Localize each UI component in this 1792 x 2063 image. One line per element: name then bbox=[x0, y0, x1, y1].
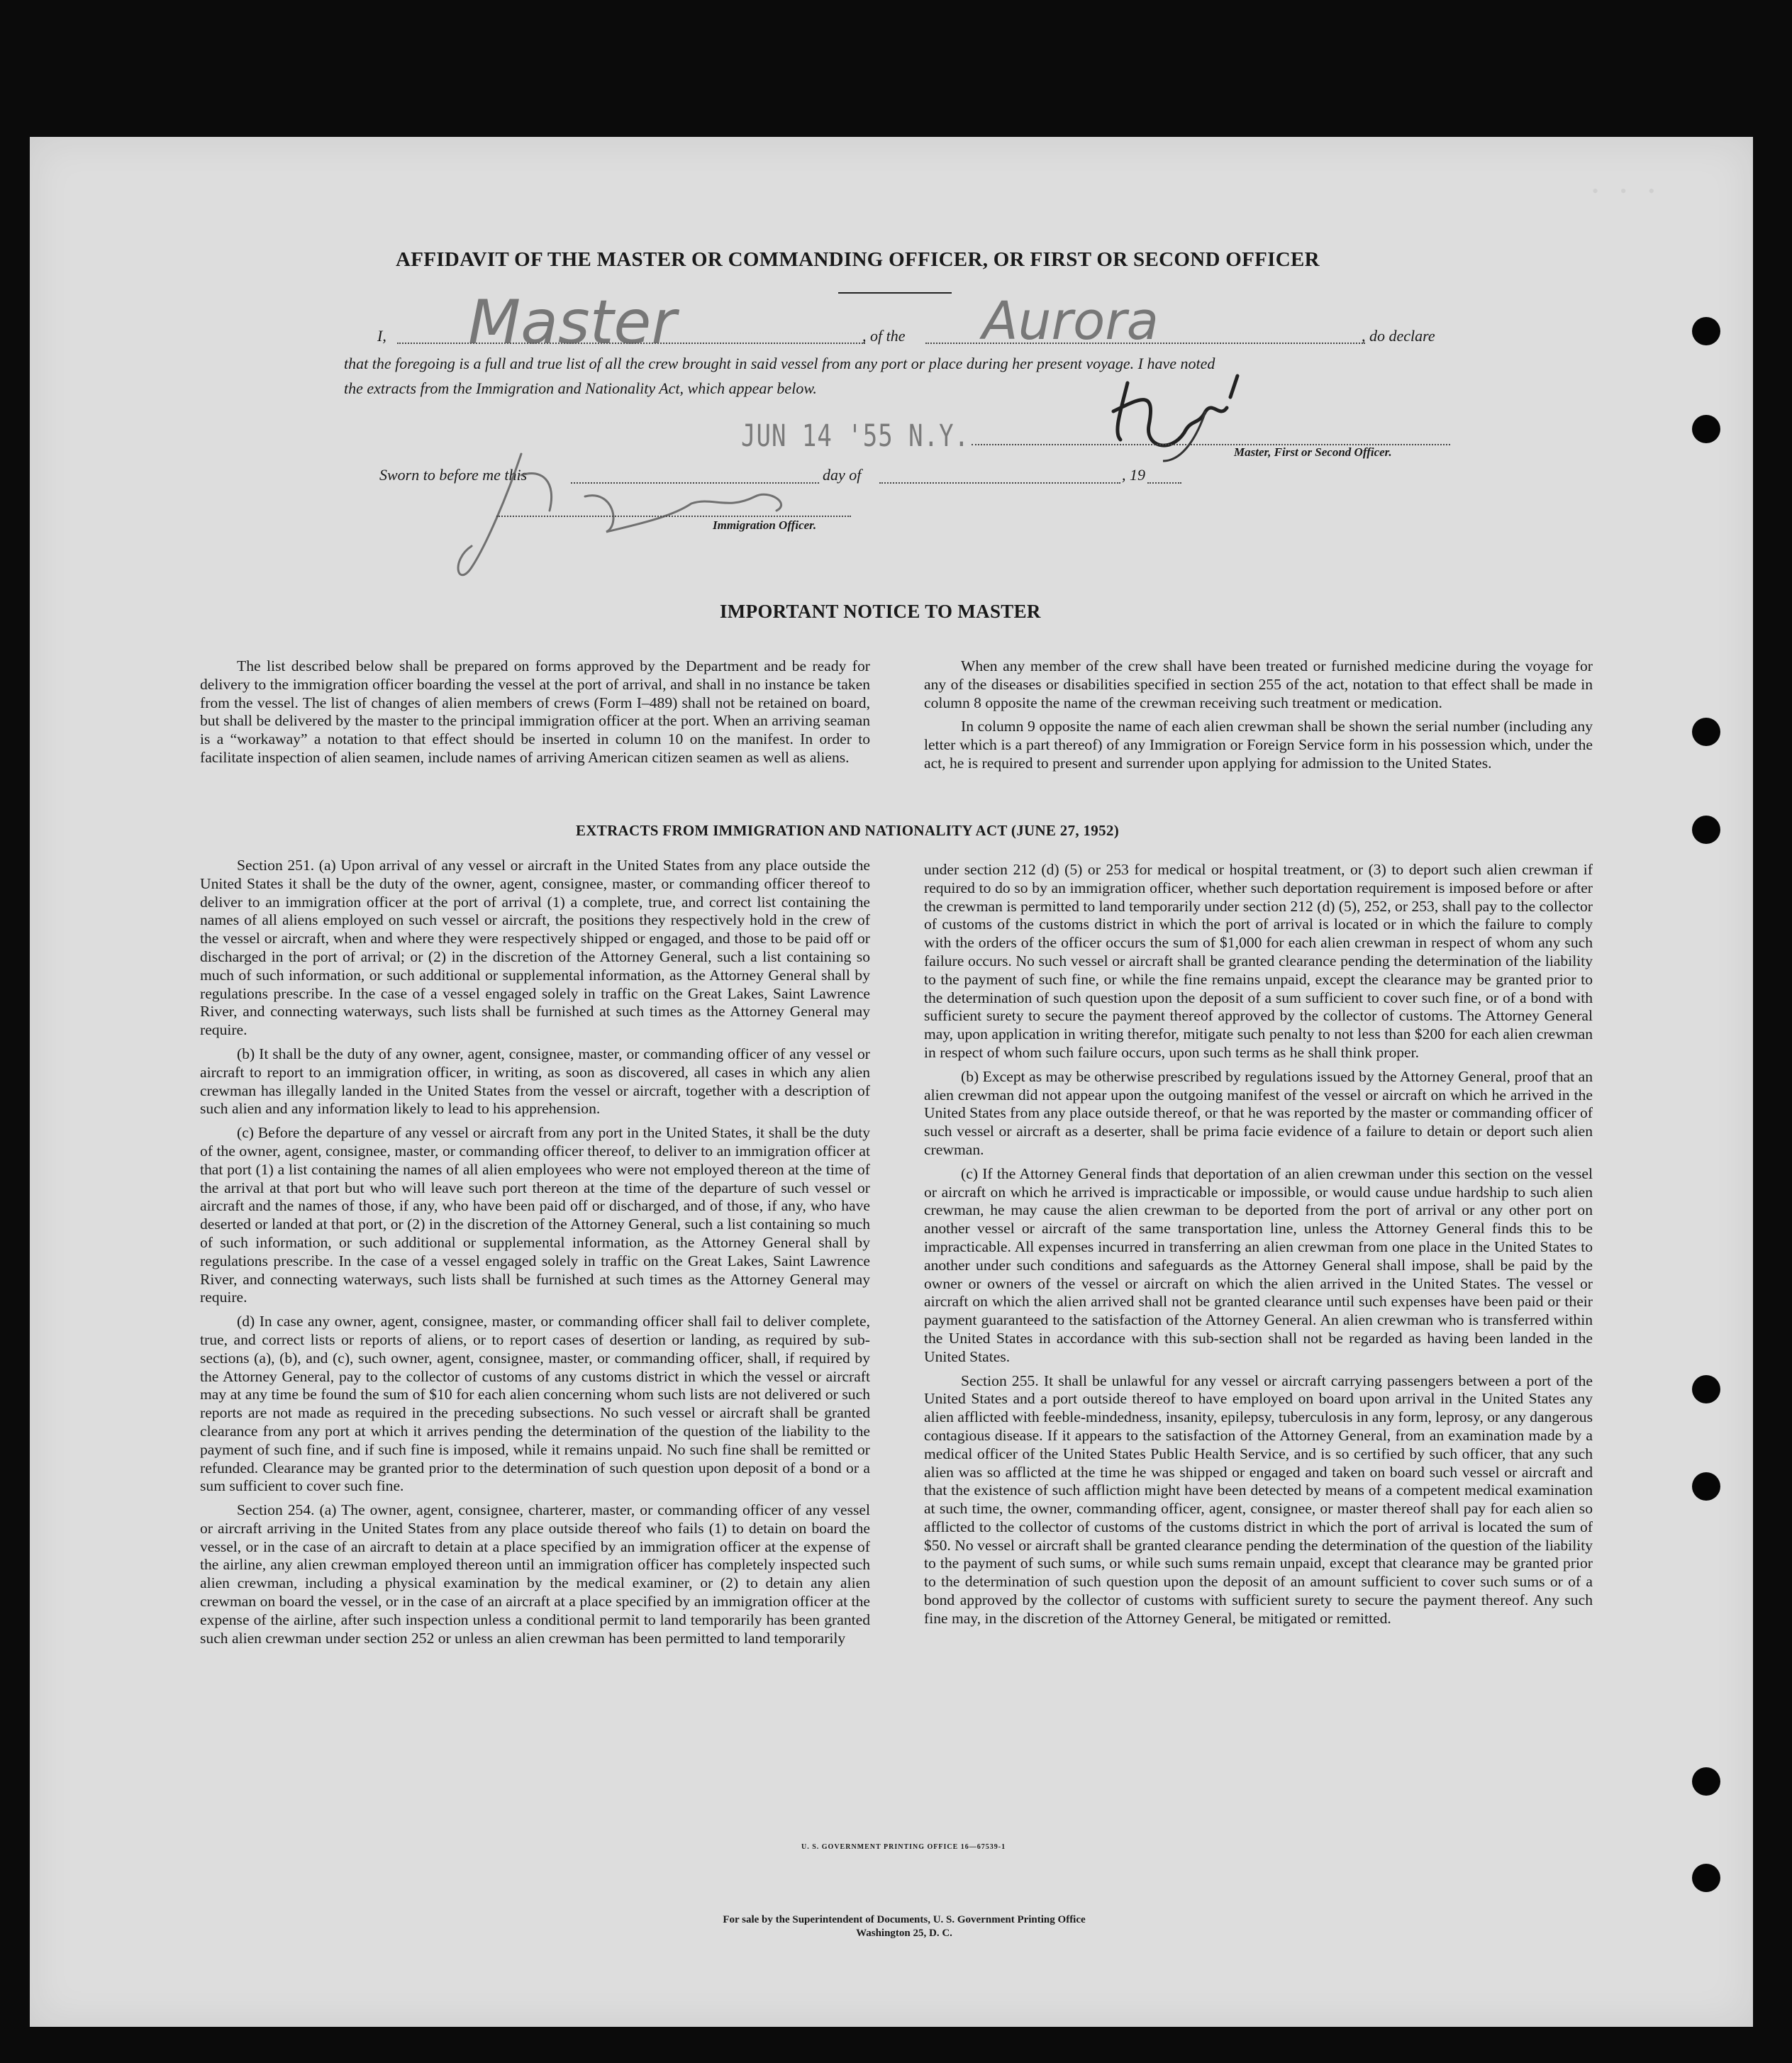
sworn-day-of: day of bbox=[823, 466, 862, 484]
section-254-a: Section 254. (a) The owner, agent, consignee, charterer, master, or commanding officer of any vessel or aircraft arriving in the United States from any place outside thereof who fails (1) to detain on board the vessel, or in the case of an aircraft to detain at a place specified by an immigration officer at the expense of the airline, any alien crewman employed thereon until an immigration officer has completely inspected such alien crewman, including a physical examination by the medical examiner, or (2) to detain any alien crewman on board the vessel, or in the case of an aircraft at a place specified by an immigration officer at the expense of the airline, after such inspection unless a conditional permit to land temporarily has been granted such alien crewman under section 252 or unless an alien crewman has been permitted to land temporarily bbox=[200, 1501, 870, 1647]
section-254-b: (b) Except as may be otherwise prescribed by regulations issued by the Attorney General, proof that an alien crewman did not appear upon the outgoing manifest of the vessel or aircraft on which he arrived in the United States from any place outside thereof, or that he was reported by the master or commanding officer of such vessel or aircraft as a deserter, shall be prima facie evidence of a failure to detain or deport such alien crewman. bbox=[924, 1067, 1593, 1158]
section-251-b: (b) It shall be the duty of any owner, agent, consignee, master, or commanding officer of any vessel or aircraft to report to an immigration officer, in writing, as soon as discovered, all cases in which any alien crewman has illegally landed in the United States from the vessel or aircraft, together with a description of such alien and any information likely to lead to his apprehension. bbox=[200, 1045, 870, 1118]
punch-hole-8 bbox=[1692, 1864, 1720, 1892]
punch-hole-6 bbox=[1692, 1472, 1720, 1501]
section-254-a-continued: under section 212 (d) (5) or 253 for medical or hospital treatment, or (3) to deport such alien crewman if required to do so by an immigration officer, whether such deportation requirement is imposed before or after the crewman is permitted to land temporarily under section 212 (d) (5), 252, or 253, shall pay to the collector of customs of the customs district in which the port of arrival is located or in which the failure to comply with the orders of the officer occurs the sum of $1,000 for each alien crewman in respect of whom any such failure occurs. No such vessel or aircraft shall be granted clearance pending the determination of the liability to the payment of such fine, or while the fine remains unpaid, except the clearance may be granted prior to the determination of such question upon the deposit of a sum sufficient to cover such fine, or of a bond with sufficient surety to secure the payment thereof approved by the collector of customs. The Attorney General may, upon application in writing therefor, mitigate such penalty to not less than $200 for each alien crewman in respect of whom such failure occurs, upon such terms as he shall think proper. bbox=[924, 861, 1593, 1061]
punch-hole-1 bbox=[1692, 317, 1720, 345]
affidavit-statement-2: the extracts from the Immigration and Nationality Act, which appear below. bbox=[344, 379, 817, 397]
sale-line-1: For sale by the Superintendent of Documents, U. S. Government Printing Office bbox=[723, 1914, 1086, 1925]
notice-left-column bbox=[200, 657, 870, 773]
immigration-officer-line bbox=[496, 516, 851, 517]
notice-right-paragraph-2: In column 9 opposite the name of each alien crewman shall be shown the serial number (including any letter which is a part thereof) of any Immigration or Foreign Service form in his possession which, under the act, he is required to present and surrender upon applying for admission to the United States. bbox=[924, 718, 1593, 772]
sworn-month-line bbox=[879, 482, 1120, 484]
master-caption: Master, First or Second Officer. bbox=[1234, 445, 1392, 459]
handwritten-name: Master bbox=[468, 287, 677, 358]
punch-hole-3 bbox=[1692, 718, 1720, 746]
notice-right-paragraph-1: When any member of the crew shall have been treated or furnished medicine during the voyage for any of the diseases or disabilities specified in section 255 of the act, notation to that effect shall be made in column 8 opposite the name of the crewman receiving such treatment or medication. bbox=[924, 657, 1593, 711]
punch-hole-2 bbox=[1692, 415, 1720, 443]
of-the-label: , of the bbox=[862, 327, 906, 345]
immigration-caption: Immigration Officer. bbox=[713, 518, 817, 532]
punch-hole-5 bbox=[1692, 1375, 1720, 1403]
date-stamp: JUN 14 '55 N.Y. bbox=[741, 418, 970, 454]
extracts-right-column bbox=[924, 861, 1593, 1634]
extracts-left-column bbox=[200, 857, 870, 1653]
sworn-label: Sworn to before me this bbox=[379, 466, 528, 484]
punch-hole-4 bbox=[1692, 816, 1720, 844]
section-251-c: (c) Before the departure of any vessel or aircraft from any port in the United States, it shall be the duty of the owner, agent, consignee, master, or commanding officer thereof, to deliver to an immigration officer at that port (1) a list containing the names of all alien employees who were not employed thereon at the time of the arrival at that port but who will leave such port thereon at the time of the departure of such vessel or aircraft and the names of those, if any, who have been paid off or discharged, and of those, if any, who have deserted or landed at that port, or (2) in the discretion of the Attorney General, such a list containing so much of such information, or such additional or supplemental information, as the Attorney General shall by regulations prescribe. In the case of a vessel engaged solely in traffic on the Great Lakes, Saint Lawrence River, and connecting waterways, such lists shall be furnished at such times as the Attorney General may require. bbox=[200, 1124, 870, 1306]
section-251-d: (d) In case any owner, agent, consignee, master, or commanding officer shall fail to deliver complete, true, and correct lists or reports of aliens, or to report cases of desertion or landing, as required by sub-sections (a), (b), and (c), such owner, agent, consignee, master, or commanding officer, shall, if required by the Attorney General, pay to the collector of customs of any customs district in which the vessel or aircraft may at any time be found the sum of $10 for each alien concerning whom such lists are not delivered or such reports are not made as required in the preceding subsections. No such vessel or aircraft shall be granted clearance from any port at which it arrives pending the determination of the question of the liability to the payment of such fine, and if such fine is imposed, while it remains unpaid. No such fine shall be remitted or refunded. Clearance may be granted prior to the determination of such question upon deposit of a bond or a sum sufficient to cover such fine. bbox=[200, 1313, 870, 1495]
gpo-imprint: U. S. GOVERNMENT PRINTING OFFICE 16—67539-1 bbox=[801, 1843, 1006, 1851]
sworn-year: , 19 bbox=[1122, 466, 1145, 484]
section-251-a: Section 251. (a) Upon arrival of any vessel or aircraft in the United States from any place outside the United States it shall be the duty of the owner, agent, consignee, master, or commanding officer thereof to deliver to an immigration officer at the port of arrival (1) a complete, true, and correct list containing the names of all aliens employed on such vessel or aircraft, the positions they respectively hold in the crew of the vessel or aircraft, when and where they were respectively shipped or engaged, and those to be paid off or discharged in the port of arrival; or (2) in the discretion of the Attorney General, such a list containing so much of such information, or such additional or supplemental information, as the Attorney General shall by regulations prescribe. In the case of a vessel engaged solely in traffic on the Great Lakes, Saint Lawrence River, and connecting waterways, such lists shall be furnished at such times as the Attorney General may require. bbox=[200, 857, 870, 1039]
do-declare-label: , do declare bbox=[1362, 327, 1435, 345]
section-255: Section 255. It shall be unlawful for any vessel or aircraft carrying passengers between a port of the United States and a port outside thereof to have employed on board upon arrival in the United States any alien afflicted with feeble-mindedness, insanity, epilepsy, tuberculosis in any form, leprosy, or any dangerous contagious disease. If it appears to the satisfaction of the Attorney General, from an examination made by a medical officer of the United States Public Health Service, and is so certified by such officer, that any such alien was so afflicted at the time he was shipped or engaged and taken on board such vessel or aircraft and that the existence of such affliction might have been detected by means of a competent medical examination at such time, the owner, commanding officer, agent, consignee, or master thereof shall pay for each alien so afflicted to the collector of customs of the customs district in which the port of arrival is located the sum of $50. No vessel or aircraft shall be granted clearance pending the determination of the question of the liability to the payment of such sums, or while such sums remain unpaid, except that clearance may be granted prior to the determination of such question upon the deposit of an amount sufficient to cover such sums or of a bond approved by the collector of customs with sufficient surety to secure the payment thereof. Any such fine may, in the discretion of the Attorney General, be mitigated or remitted. bbox=[924, 1372, 1593, 1627]
sworn-year-line bbox=[1147, 482, 1181, 484]
notice-left-paragraph: The list described below shall be prepared on forms approved by the Department and be ready for delivery to the immigration officer boarding the vessel at the port of arrival, and shall in no instance be taken from the vessel. The list of changes of alien members of crews (Form I–489) shall not be retained on board, but shall be delivered by the master to the principal immigration officer at the port. When an arriving seaman is a “workaway” a notation to that effect should be inserted in column 10 on the manifest. In order to facilitate inspection of alien seamen, include names of arriving American citizen seamen as well as aliens. bbox=[200, 657, 870, 766]
punch-hole-7 bbox=[1692, 1767, 1720, 1796]
section-254-c: (c) If the Attorney General finds that deportation of an alien crewman under this section on the vessel or aircraft on which he arrived is impracticable or impossible, or would cause undue hardship to such alien crewman, he may cause the alien crewman to be deported from the port of arrival or any other port on another vessel or aircraft of the same transportation line, unless the Attorney General finds this to be impracticable. All expenses incurred in transferring an alien crewman from one place in the United States to another under such conditions and safeguards as the Attorney General shall impose, shall be paid by the owner or owners of the vessel or aircraft on which the alien arrived in the United States. The vessel or aircraft on which the alien arrived shall not be granted clearance until such expenses have been paid or their payment guaranteed to the satisfaction of the Attorney General. An alien crewman who is transferred within the United States in accordance with this sub-section shall not be regarded as having been landed in the United States. bbox=[924, 1164, 1593, 1365]
affidavit-i-label: I, bbox=[377, 327, 386, 345]
notice-right-column bbox=[924, 657, 1593, 779]
affidavit-title: AFFIDAVIT OF THE MASTER OR COMMANDING OFFICER, OR FIRST OR SECOND OFFICER bbox=[396, 248, 1320, 271]
handwritten-vessel: Aurora bbox=[982, 291, 1159, 352]
sale-notice bbox=[638, 1913, 1170, 1940]
notice-title: IMPORTANT NOTICE TO MASTER bbox=[720, 601, 1041, 622]
title-rule bbox=[838, 292, 952, 294]
affidavit-statement-1: that the foregoing is a full and true list of all the crew brought in said vessel from any port or place during her present voyage. I have noted bbox=[344, 355, 1215, 372]
extracts-title: EXTRACTS FROM IMMIGRATION AND NATIONALITY ACT (JUNE 27, 1952) bbox=[576, 822, 1119, 839]
sale-line-2: Washington 25, D. C. bbox=[856, 1928, 952, 1939]
corner-specks: • • • bbox=[1592, 181, 1664, 201]
